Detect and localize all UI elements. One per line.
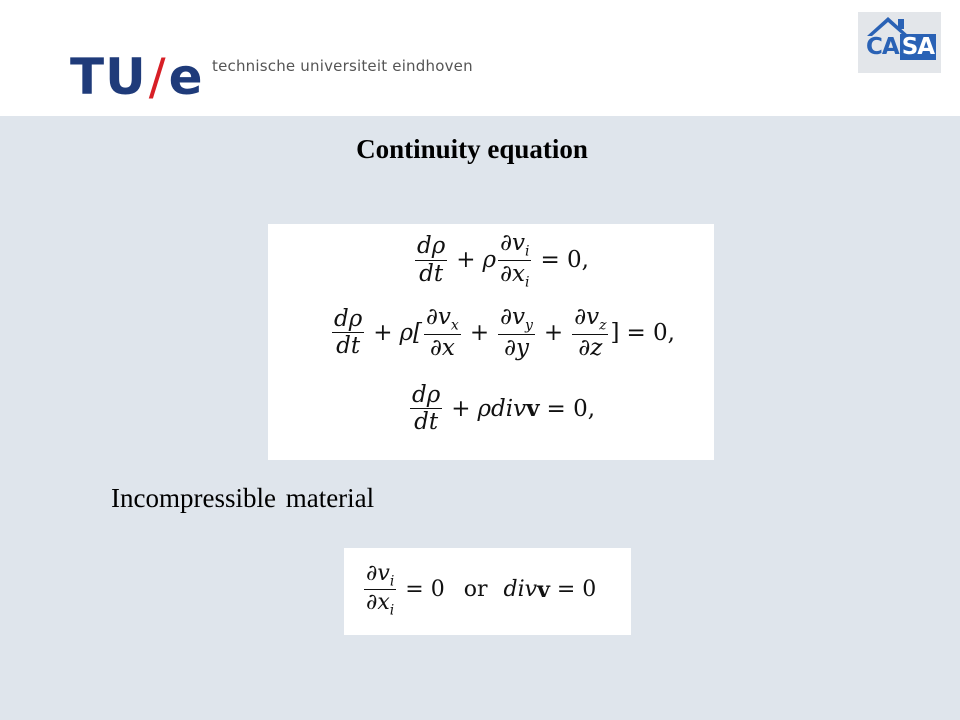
casa-sa: SA <box>901 34 935 60</box>
university-name: technische universiteit eindhoven <box>212 57 473 75</box>
frac-drho-dt: $\frac{d\rho}{dt}$ <box>334 305 363 360</box>
slide-header <box>0 0 960 116</box>
frac-dvy-dy: $\frac{\partial v_y}{\partial y}$ <box>500 304 533 361</box>
frac-dvx-dx: $\frac{\partial v_x}{\partial x}$ <box>426 304 459 361</box>
frac-drho-dt: $\frac{d\rho}{dt}$ <box>417 233 446 287</box>
incompressible-heading: Incompressible material <box>111 483 375 513</box>
slide-title: Continuity equation <box>356 134 588 164</box>
frac-dvi-dxi: $\frac{\partial v_i}{\partial x_i}$ <box>366 561 395 619</box>
casa-ca: CA <box>866 34 899 60</box>
casa-wordmark <box>866 34 936 60</box>
tue-logo-tu: TU <box>70 48 147 106</box>
casa-logo <box>858 12 941 73</box>
incompressible-equation-box <box>344 548 631 635</box>
tue-logo-e: e <box>168 48 204 106</box>
equation-2: $\frac{d\rho}{dt}$ + ρ[ $\frac{\partial v_x}{\partial x}$ + $\frac{\partial v_y}{\partial y}$ + $\frac{\partial v_z}{\partial z}$ ] = 0, <box>334 304 675 361</box>
frac-drho-dt: $\frac{d\rho}{dt}$ <box>412 382 441 436</box>
equation-4: $\frac{\partial v_i}{\partial x_i}$ = 0 or div v = 0 <box>366 561 597 619</box>
frac-dvz-dz: $\frac{\partial v_z}{\partial z}$ <box>574 304 607 361</box>
equation-3: $\frac{d\rho}{dt}$ + ρdiv v = 0, <box>412 382 596 436</box>
continuity-equations-box <box>268 224 714 460</box>
equation-1: $\frac{d\rho}{dt}$ + ρ $\frac{\partial v_i}{\partial x_i}$ = 0, <box>417 230 589 291</box>
frac-dvi-dxi: $\frac{\partial v_i}{\partial x_i}$ <box>500 230 530 291</box>
tue-logo-slash: / <box>148 48 167 106</box>
tue-logo <box>70 48 204 106</box>
